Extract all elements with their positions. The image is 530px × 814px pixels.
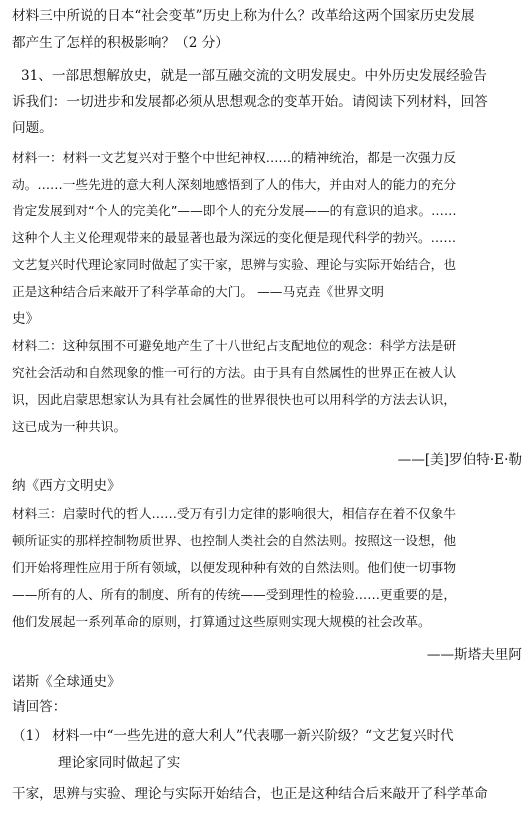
material-three-line-3: 们开始将理性应用于所有领域，以便发现种种有效的自然法则。他们使一切事物: [12, 560, 457, 575]
material-two-source-line-1: ——[美]罗伯特·E·勒: [397, 452, 522, 468]
material-three-line-1: 材料三：启蒙时代的哲人……受万有引力定律的影响很大，相信存在着不仅象牛: [12, 506, 457, 521]
material-one-line-4: 这种个人主义伦理观带来的最显著也最为深远的变化便是现代科学的勃兴。……: [12, 230, 457, 245]
question-31-intro-line-2: 诉我们：一切进步和发展都必须从思想观念的变革开始。请阅读下列材料，回答: [12, 94, 488, 110]
material-three-line-4: ——所有的人、所有的制度、所有的传统——受到理性的检验……更重要的是，: [12, 587, 457, 602]
material-two-line-4: 这已成为一种共识。: [12, 419, 127, 434]
material-three-line-2: 顿所证实的那样控制物质世界、也控制人类社会的自然法则。按照这一设想，他: [12, 533, 457, 548]
question-30-text-line-1: 材料三中所说的日本“社会变革”历史上称为什么？改革给这两个国家历史发展: [12, 8, 475, 24]
material-two-source-line-2: 纳《西方文明史》: [12, 478, 121, 494]
question-30-text-line-2: 都产生了怎样的积极影响？（2 分）: [12, 35, 229, 51]
material-one-source-end: 史》: [12, 311, 40, 327]
question-31-intro-line-3: 问题。: [12, 120, 53, 136]
question-31-intro-line-1: 31、一部思想解放史，就是一部互融交流的文明发展史。中外历史发展经验告: [21, 68, 487, 84]
material-one-line-3: 肯定发展到对“个人的完美化”——即个人的充分发展——的有意识的追求。……: [12, 203, 457, 218]
sub-question-1-line-3: 干家，思辨与实验、理论与实际开始结合，也正是这种结合后来敲开了科学革命: [12, 786, 488, 802]
material-one-line-6: 正是这种结合后来敲开了科学革命的大门。 ——马克垚《世界文明: [12, 284, 384, 299]
material-one-line-1: 材料一：材料一文艺复兴对于整个中世纪神权……的精神统治，都是一次强力反: [12, 150, 457, 165]
material-three-source-line-1: ——斯塔夫里阿: [426, 647, 522, 663]
material-two-line-1: 材料二：这种氛围不可避免地产生了十八世纪占支配地位的观念：科学方法是研: [12, 338, 457, 353]
material-two-line-2: 究社会活动和自然现象的惟一可行的方法。由于具有自然属性的世界正在被人认: [12, 365, 457, 380]
sub-question-1-line-2: 理论家同时做起了实: [58, 755, 181, 771]
material-three-source-line-2: 诺斯《全球通史》: [12, 674, 121, 690]
please-answer-label: 请回答：: [12, 699, 67, 715]
sub-question-1-line-1: （1） 材料一中“一些先进的意大利人”代表哪一新兴阶级？“文艺复兴时代: [12, 728, 454, 744]
material-three-line-5: 他们发展起一系列革命的原则，打算通过这些原则实现大规模的社会改革。: [12, 614, 431, 629]
material-one-line-5: 文艺复兴时代理论家同时做起了实干家，思辨与实验、理论与实际开始结合，也: [12, 257, 457, 272]
material-one-line-2: 动。……一些先进的意大利人深刻地感悟到了人的伟大，并由对人的能力的充分: [12, 177, 457, 192]
material-two-line-3: 识，因此启蒙思想家认为具有社会属性的世界很快也可以用科学的方法去认识，: [12, 392, 457, 407]
